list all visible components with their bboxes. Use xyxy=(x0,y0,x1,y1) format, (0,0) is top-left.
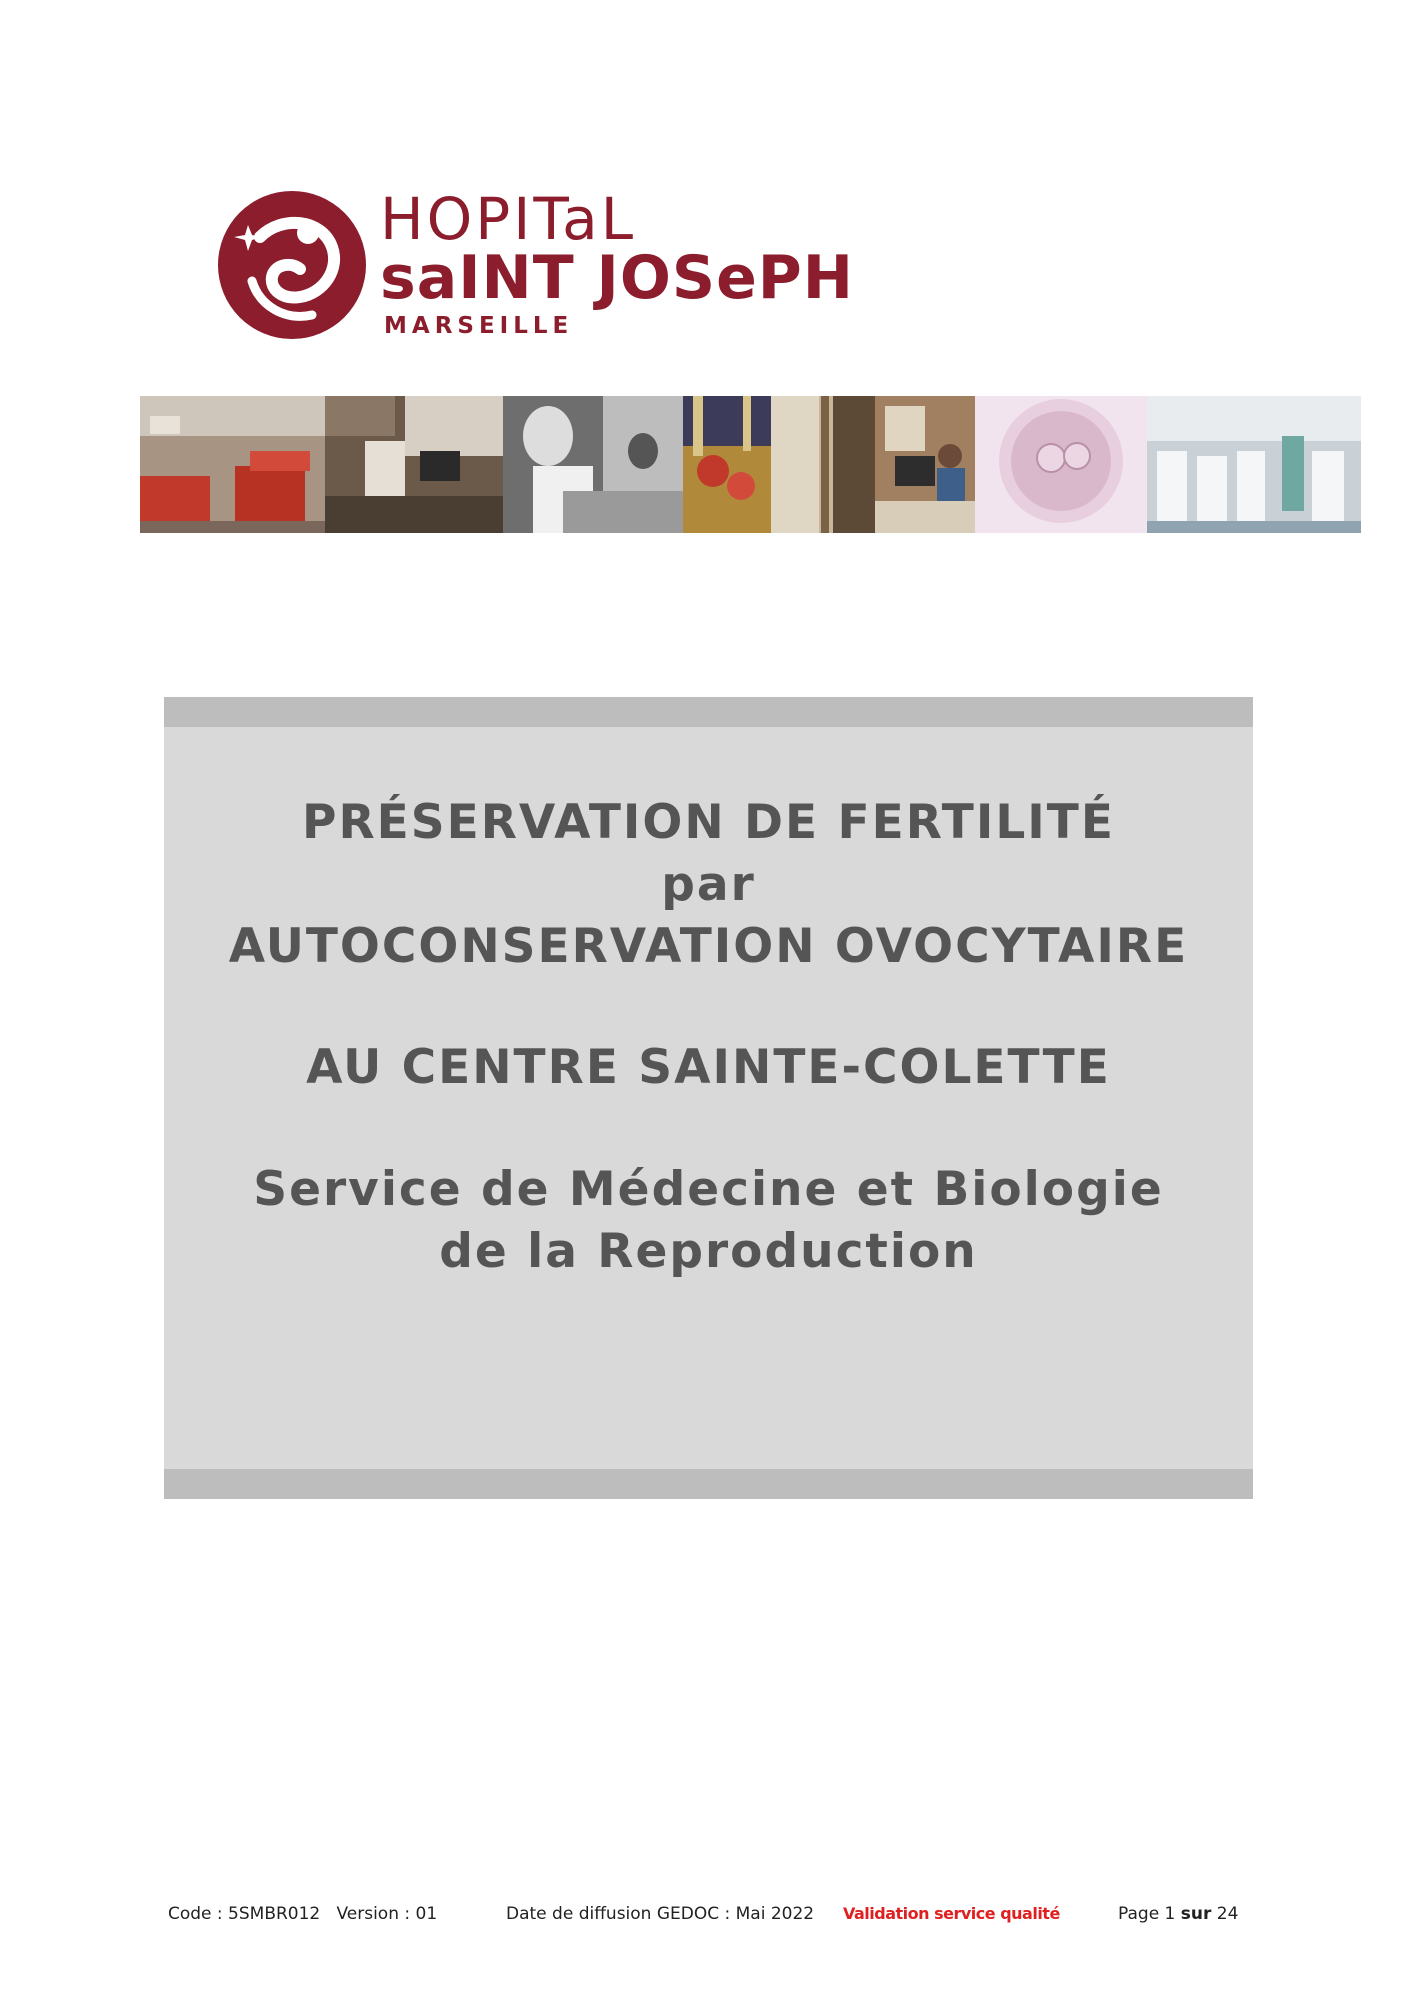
footer-page-prefix: Page 1 xyxy=(1118,1904,1181,1924)
office-photo xyxy=(875,396,975,533)
photo-banner xyxy=(140,396,1361,533)
title-line-fertility: PRÉSERVATION DE FERTILITÉ xyxy=(302,795,1115,850)
logo-text-saint-joseph: saINT JOSePH xyxy=(380,243,854,313)
logo-text-hopital: HOPITaL xyxy=(380,185,637,253)
title-box-bottom-band xyxy=(164,1469,1253,1499)
title-line-reproduction: de la Reproduction xyxy=(439,1224,978,1279)
waiting-room-photo xyxy=(140,396,325,533)
hospital-emblem-icon xyxy=(212,185,372,345)
footer-page-sur: sur xyxy=(1180,1904,1212,1924)
logo-text-marseille: MARSEILLE xyxy=(384,313,574,339)
title-line-par: par xyxy=(661,857,756,912)
microscope-bw-photo xyxy=(503,396,683,533)
footer-code-version: Code : 5SMBR012 Version : 01 xyxy=(168,1904,438,1924)
lab-workstation-photo xyxy=(325,396,503,533)
footer-diffusion-date: Date de diffusion GEDOC : Mai 2022 xyxy=(506,1904,815,1924)
footer-page-number xyxy=(1118,1904,1238,1924)
title-box-top-band xyxy=(164,697,1253,727)
footer-page-total: 24 xyxy=(1211,1904,1239,1924)
basket-photo xyxy=(683,396,771,533)
page-footer xyxy=(0,1904,1415,1928)
title-line-autoconservation: AUTOCONSERVATION OVOCYTAIRE xyxy=(228,919,1189,974)
oocyte-microscopy-photo xyxy=(975,396,1147,533)
title-line-service: Service de Médecine et Biologie xyxy=(253,1162,1164,1217)
title-line-centre: AU CENTRE SAINTE-COLETTE xyxy=(306,1040,1111,1095)
cryostorage-photo xyxy=(1147,396,1361,533)
title-box xyxy=(164,697,1253,1499)
hospital-logo xyxy=(212,185,892,350)
corridor-photo xyxy=(771,396,875,533)
footer-validation: Validation service qualité xyxy=(843,1904,1060,1923)
